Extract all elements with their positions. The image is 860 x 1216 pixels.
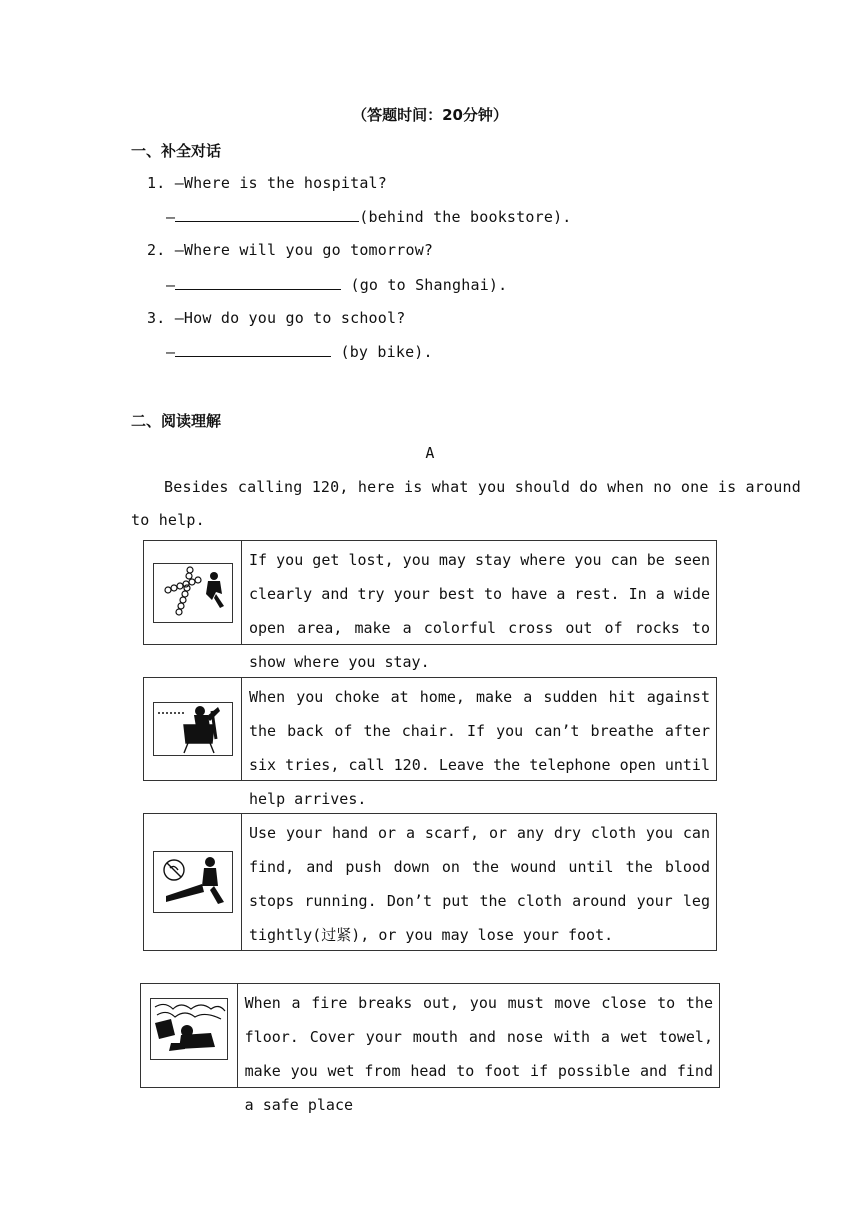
answer-dash: — <box>166 343 176 361</box>
answer-2 <box>166 275 507 294</box>
tip-box-fire <box>140 983 720 1114</box>
question-number: 3. <box>147 309 166 327</box>
leg-wound-icon <box>153 851 233 913</box>
tip-box-choke <box>143 677 717 808</box>
section2-heading: 二、阅读理解 <box>131 412 222 430</box>
question-text: —Where will you go tomorrow? <box>174 241 434 259</box>
answer-hint: (by bike). <box>331 343 433 361</box>
tip-text: When a fire breaks out, you must move close to the floor. Cover your mouth and nose with a wet towel, make you wet from head to foot if possible and find a safe place <box>244 994 713 1114</box>
answer-3 <box>166 342 433 361</box>
question-text: —Where is the hospital? <box>174 174 388 192</box>
tip-box-lost <box>143 540 717 671</box>
section1-heading: 一、补全对话 <box>131 142 222 160</box>
tip-text: When you choke at home, make a sudden hit against the back of the chair. If you can’t breathe after six tries, call 120. Leave the telephone open until help arrives. <box>249 688 710 808</box>
passage-intro-line1: Besides calling 120, here is what you should do when no one is around <box>164 478 801 496</box>
question-3 <box>147 309 405 327</box>
tip-text: If you get lost, you may stay where you can be seen clearly and try your best to have a rest. In a wide open area, make a colorful cross out of rocks to show where you stay. <box>249 551 710 671</box>
page-title: （答题时间：20分钟） <box>352 106 508 124</box>
answer-dash: — <box>166 208 176 226</box>
answer-dash: — <box>166 276 176 294</box>
question-2 <box>147 241 433 259</box>
passage-intro-line2: to help. <box>131 511 205 529</box>
tip-text: Use your hand or a scarf, or any dry cloth you can find, and push down on the wound until the blood stops running. Don’t put the cloth around your leg tightly(过紧), or you may lose your foot. <box>249 824 710 944</box>
question-number: 1. <box>147 174 166 192</box>
lost-cross-icon <box>153 563 233 623</box>
question-1 <box>147 174 387 192</box>
answer-hint: (go to Shanghai). <box>341 276 508 294</box>
answer-hint: (behind the bookstore). <box>359 208 572 226</box>
answer-blank[interactable] <box>175 275 341 290</box>
answer-blank[interactable] <box>175 207 359 222</box>
answer-blank[interactable] <box>175 342 331 357</box>
fire-smoke-icon <box>150 998 228 1060</box>
question-number: 2. <box>147 241 166 259</box>
passage-label: A <box>425 444 435 462</box>
choking-chair-icon <box>153 702 233 756</box>
tip-box-wound <box>143 813 717 951</box>
answer-1 <box>166 207 572 226</box>
question-text: —How do you go to school? <box>174 309 406 327</box>
